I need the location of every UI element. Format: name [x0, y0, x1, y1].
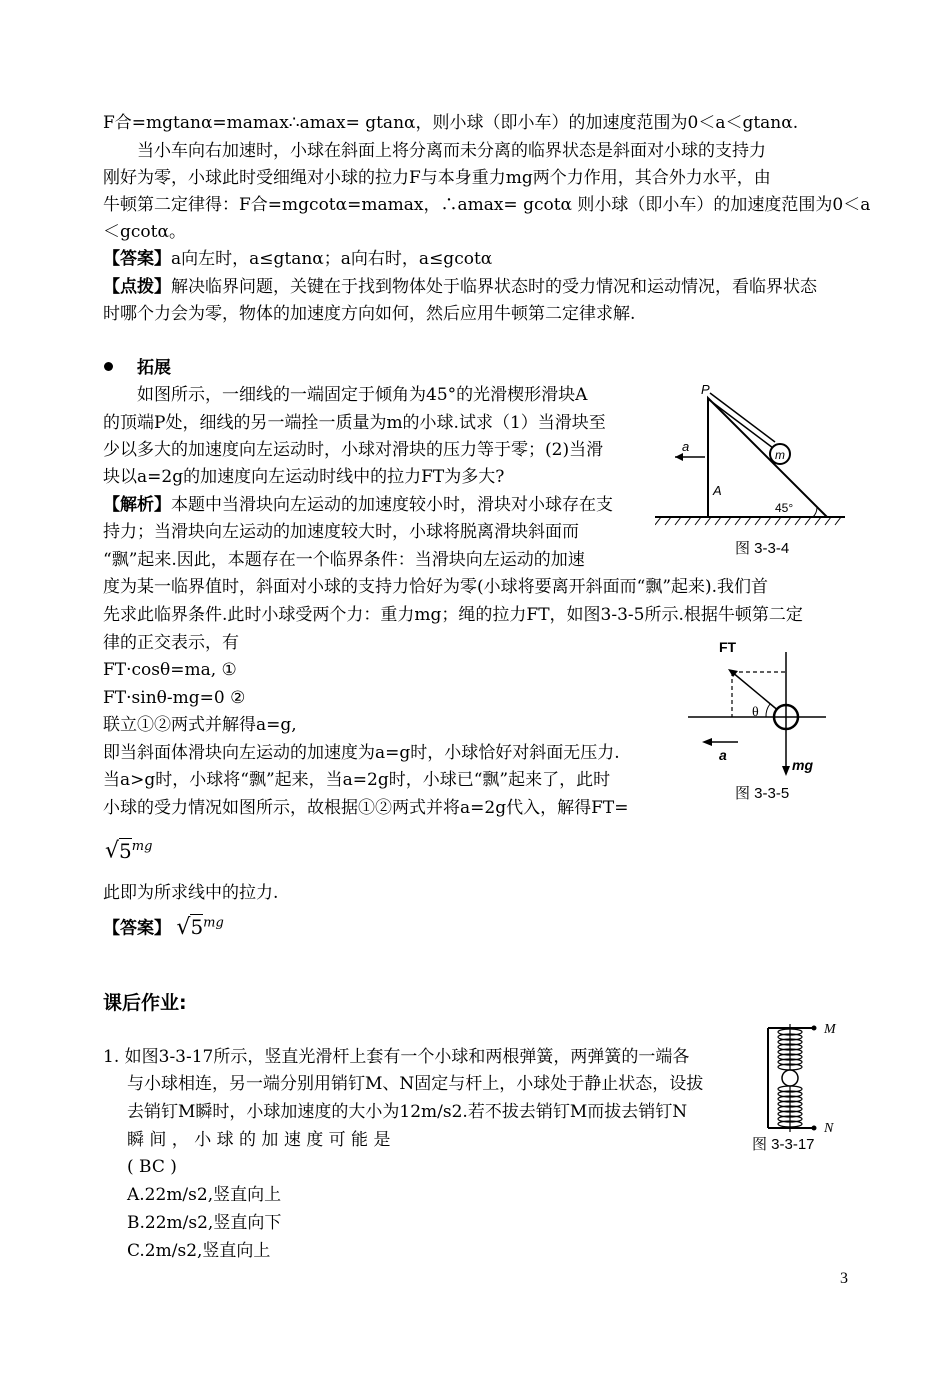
- answer-line: [103, 248, 492, 270]
- text-line: 刚好为零，小球此时受细绳对小球的拉力F与本身重力mg两个力作用，其合外力水平，由: [103, 168, 771, 188]
- text-line: “飘”起来.因此，本题存在一个临界条件：当滑块向左运动的加速: [103, 550, 585, 570]
- tip-text: 解决临界问题，关键在于找到物体处于临界状态时的受力情况和运动情况，看临界状态: [171, 277, 817, 297]
- label-m: M: [824, 1022, 836, 1037]
- text-line: 度为某一临界值时，斜面对小球的支持力恰好为零(小球将要离开斜面而“飘”起来).我们首: [103, 577, 769, 597]
- label-theta: θ: [752, 705, 759, 720]
- answer-line: [103, 912, 224, 940]
- figure-spring: [760, 1016, 850, 1134]
- text-line: 即当斜面体滑块向左运动的加速度为a=g时，小球恰好对斜面无压力.: [103, 743, 620, 763]
- text-line: 当小车向右加速时，小球在斜面上将分离而未分离的临界状态是斜面对小球的支持力: [137, 141, 766, 161]
- text-line: 的顶端P处，细线的另一端拴一质量为m的小球.试求（1）当滑块至: [103, 413, 606, 433]
- label-n: N: [824, 1121, 834, 1134]
- text-line: 牛顿第二定律得：F合=mgcotα=mamax，∴amax= gcotα 则小球（即小车）的加速度范围为0＜a: [103, 195, 871, 215]
- label-m: m: [775, 448, 785, 462]
- figure-caption: 图 3-3-17: [752, 1136, 815, 1153]
- label-a: a: [682, 439, 690, 454]
- bullet-icon: [104, 362, 113, 371]
- sqrt-expression: [105, 836, 152, 863]
- text-line: F合=mgtanα=mamax∴amax= gtanα，则小球（即小车）的加速度范围为0＜a＜gtanα.: [103, 113, 799, 133]
- text-line: 与小球相连，另一端分别用销钉M、N固定与杆上，小球处于静止状态，设拔: [127, 1074, 704, 1094]
- analysis-text: 本题中当滑块向左运动的加速度较小时，滑块对小球存在支: [171, 495, 613, 515]
- text-line: 律的正交表示，有: [103, 633, 239, 653]
- figure-caption: 图 3-3-4: [735, 540, 790, 557]
- text-line: 联立①②两式并解得a=g,: [103, 715, 297, 735]
- text-line: 1. 如图3-3-17所示，竖直光滑杆上套有一个小球和两根弹簧，两弹簧的一端各: [103, 1047, 690, 1067]
- answer-label: 【答案】: [103, 918, 171, 939]
- tip-line: [103, 276, 817, 298]
- mg-term: mg: [203, 915, 224, 930]
- equation-1: FT·cosθ=ma, ①: [103, 660, 237, 680]
- label-mg: mg: [792, 757, 813, 773]
- text-line: 持力；当滑块向左运动的加速度较大时，小球将脱离滑块斜面而: [103, 522, 579, 542]
- answer-choice: ( BC ): [127, 1157, 177, 1177]
- analysis-line: [103, 494, 613, 516]
- label-wedge-a: A: [713, 483, 722, 498]
- sqrt-sign-icon: √: [105, 838, 120, 864]
- sqrt-sign-icon: √: [176, 914, 191, 940]
- text-line: ＜gcotα。: [103, 222, 186, 242]
- option-a: A.22m/s2,竖直向上: [127, 1185, 282, 1205]
- label-a: a: [719, 747, 727, 763]
- text-line: 少以多大的加速度向左运动时，小球对滑块的压力等于零；(2)当滑: [103, 440, 604, 460]
- option-b: B.22m/s2,竖直向下: [127, 1213, 282, 1233]
- text-line: 先求此临界条件.此时小球受两个力：重力mg；绳的拉力FT，如图3-3-5所示.根据牛顿第二定: [103, 605, 803, 625]
- text-line: 小球的受力情况如图所示，故根据①②两式并将a=2g代入，解得FT=: [103, 798, 629, 818]
- answer-text: a向左时，a≤gtanα；a向右时，a≤gcotα: [171, 249, 493, 269]
- sqrt-radicand: 5: [119, 838, 132, 863]
- text-line: 当a>g时，小球将“飘”起来，当a=2g时，小球已“飘”起来了，此时: [103, 770, 611, 790]
- mg-term: mg: [131, 839, 153, 854]
- text-line: 时哪个力会为零，物体的加速度方向如何，然后应用牛顿第二定律求解.: [103, 304, 636, 324]
- analysis-label: 【解析】: [103, 495, 171, 515]
- text-line: 瞬 间 ， 小 球 的 加 速 度 可 能 是: [127, 1130, 391, 1150]
- tip-label: 【点拨】: [103, 277, 171, 297]
- figure-caption: 图 3-3-5: [735, 785, 790, 802]
- text-line: 如图所示，一细线的一端固定于倾角为45°的光滑楔形滑块A: [137, 385, 588, 405]
- label-ft: FT: [719, 639, 737, 655]
- section-title: 课后作业:: [103, 992, 187, 1014]
- equation-2: FT·sinθ-mg=0 ②: [103, 688, 246, 708]
- answer-label: 【答案】: [103, 249, 171, 269]
- figure-force: [686, 632, 836, 782]
- label-angle: 45°: [775, 501, 794, 515]
- option-c: C.2m/s2,竖直向上: [127, 1241, 271, 1261]
- text-line: 此即为所求线中的拉力.: [103, 883, 279, 903]
- page-number: 3: [840, 1270, 848, 1287]
- text-line: 块以a=2g的加速度向左运动时线中的拉力FT为多大?: [103, 467, 505, 487]
- section-title: 拓展: [137, 358, 171, 378]
- text-line: 去销钉M瞬时，小球加速度的大小为12m/s2.若不拔去销钉M而拔去销钉N: [127, 1102, 688, 1122]
- figure-wedge: [655, 378, 855, 528]
- label-p: P: [701, 382, 710, 397]
- sqrt-expression: [176, 915, 223, 939]
- sqrt-radicand: 5: [190, 914, 204, 939]
